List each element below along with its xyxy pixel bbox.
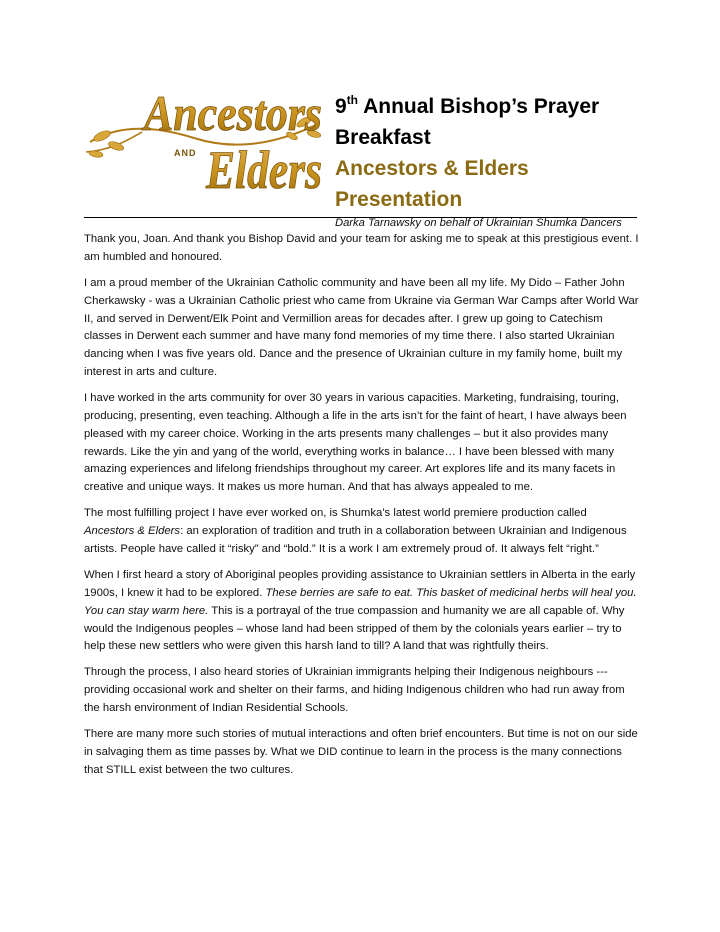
logo-word-ancestors: Ancestors xyxy=(141,85,322,141)
event-title: 9th Annual Bishop’s Prayer xyxy=(335,93,600,118)
paragraph-5: When I first heard a story of Aboriginal peoples providing assistance to Ukrainian settlers in Alberta in the early 1900s, I knew it had to be explored. These berries are safe to eat. This basket of medicinal herbs will heal you. You can stay warm here. This is a portrayal of the true compassion and humanity we are all capable of. Why would the Indigenous peoples – whose land had been stripped of them by the colonials years earlier – try to help these new settlers who were given this harsh land to till? A land that was rightfully theirs. xyxy=(84,569,637,653)
presentation-subtitle: Ancestors & Elders xyxy=(335,157,529,180)
production-title: Ancestors & Elders xyxy=(84,525,181,538)
ancestors-and-elders-logo xyxy=(82,80,326,198)
paragraph-3: I have worked in the arts community for over 30 years in various capacities. Marketing, fundraising, touring, producing, presenting, even teaching. Although a life in the arts isn’t for the faint of heart, I have always been pleased with my career choice. Working in the arts presents many challenges – but it also provides many rewards. Like the yin and yang of the world, everything works in balance… I have been blessed with many amazing experiences and lifelong friendships throughout my career. Art explores life and its many facets in creative and unique ways. It makes us more human. And that has always appealed to me. xyxy=(84,392,627,494)
event-title-line2: Breakfast xyxy=(335,126,431,149)
logo-word-elders: Elders xyxy=(205,140,322,198)
paragraph-4: The most fulfilling project I have ever worked on, is Shumka’s latest world premiere production called Ancestors & Elders: an exploration of tradition and truth in a collaboration between Ukrainian and Indigenous artists. People have called it “risky” and “bold.” It is a work I am extremely proud of. It always felt “right.” xyxy=(84,507,627,555)
logo-word-and: AND xyxy=(174,148,197,158)
header-divider xyxy=(84,217,637,218)
paragraph-2: I am a proud member of the Ukrainian Catholic community and have been all my life. My Dido – Father John Cherkawsky - was a Ukrainian Catholic priest who came from Ukraine via German War Camps after World War II, and served in Derwent/Elk Point and Vermillion areas for decades after. I grew up going to Catechism classes in Derwent each summer and have many fond memories of my time there. I also started Ukrainian dancing when I was five years old. Dance and the presence of Ukrainian culture in my family home, built my interest in arts and culture. xyxy=(84,276,639,378)
presentation-subtitle-line2: Presentation xyxy=(335,188,463,211)
speech-body xyxy=(84,231,640,788)
author-byline: Darka Tarnawsky on behalf of Ukrainian Shumka Dancers xyxy=(335,217,622,229)
paragraph-1: Thank you, Joan. And thank you Bishop David and your team for asking me to speak at this prestigious event. I am humbled and honoured. xyxy=(84,233,639,263)
paragraph-6: Through the process, I also heard stories of Ukrainian immigrants helping their Indigenous neighbours --- providing occasional work and shelter on their farms, and hiding Indigenous children who had run away from the harsh environment of Indian Residential Schools. xyxy=(84,666,625,715)
paragraph-7: There are many more such stories of mutual interactions and often brief encounters. But time is not on our side in salvaging them as time passes by. What we DID continue to learn in the process is the many connections that STILL exist between the two cultures. xyxy=(84,728,638,776)
title-block xyxy=(335,86,655,229)
quoted-passage: These berries are safe to eat. This basket of medicinal herbs will heal you. You can stay warm here. xyxy=(84,586,637,617)
